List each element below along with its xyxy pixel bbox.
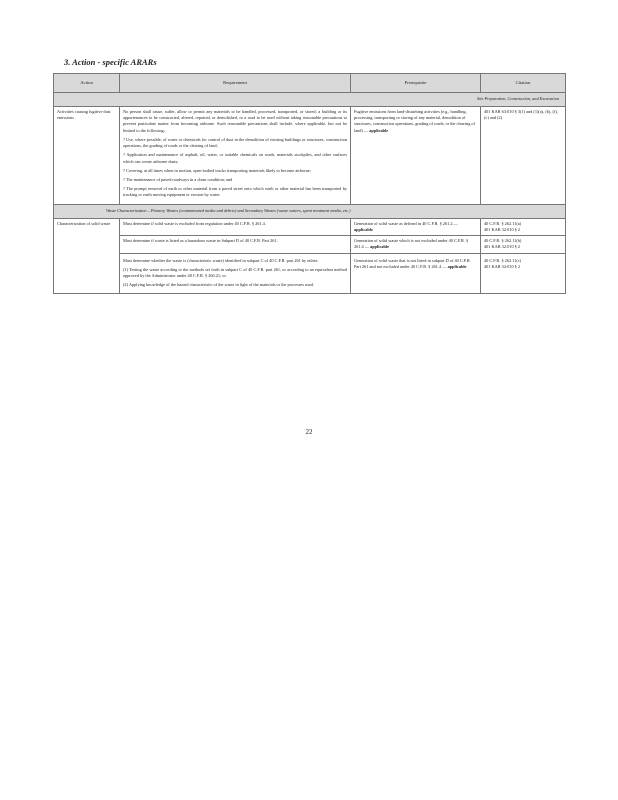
prerequisite-cell [351, 107, 481, 205]
citation-line: 40 C.F.R. § 262.11(c) [484, 257, 522, 263]
citation-line: 401 KAR 32:010 § 2 [484, 244, 521, 250]
table-row [54, 218, 566, 235]
table-header-row [54, 74, 566, 93]
requirement-paragraph: Must determine whether the waste is (characteristic waste) identified in subpart C of 40 C.F.R. part 261 by either: [123, 257, 319, 263]
arars-table [53, 73, 566, 294]
requirement-cell [120, 236, 351, 253]
table-row [54, 107, 566, 205]
section-title: Site Preparation, Construction, and Excavation [54, 93, 566, 107]
col-header-action: Action [54, 74, 120, 93]
prerequisite-cell [351, 253, 481, 294]
requirement-cell [120, 218, 351, 235]
section-title: Waste Characterization – Primary Wastes (contaminated media and debris) and Secondary Wastes (waste waters, spent treatment media, etc.) [54, 204, 566, 218]
prerequisite-text: Generation of solid waste as defined in 40 C.F.R. § 261.2 — [354, 220, 458, 226]
requirement-bullet: ? The prompt removal of earth or other material from a paved street onto which earth or other material has been transported by trucking or earth moving equipment or erosion by water. [123, 186, 347, 198]
requirement-bullet: ? Covering, at all times when in motion, open bodied trucks transporting materials likely to become airborne; [123, 167, 311, 173]
requirement-bullet: ? Application and maintenance of asphalt, oil, water, or suitable chemicals on roads, materials stockpiles, and other surfaces which can create airborne dusts; [123, 152, 347, 164]
applicable-tag: applicable [354, 226, 373, 232]
section-heading: 3. Action - specific ARARs [64, 57, 157, 67]
action-cell: Characterization of solid waste [54, 218, 120, 294]
requirement-paragraph: Must determine if waste is listed as a hazardous waste in Subpart D of 40 C.F.R. Part 261. [123, 238, 278, 244]
citation-line: 401 KAR 32:010 § 2 [484, 263, 521, 269]
requirement-subitem: (1) Testing the waste according to the methods set forth in subpart C of 40 C.F.R. part 261, or according to an equivalent method approved by the Administrator under 40 C.F.R. § 260.21; or [123, 266, 347, 278]
citation-line: 40 C.F.R. § 262.11(b) [484, 238, 522, 244]
requirement-paragraph: Must determine if solid waste is excluded from regulation under 40 C.F.R. § 261.4. [123, 220, 266, 226]
prerequisite-cell [351, 218, 481, 235]
section-row [54, 93, 566, 107]
col-header-requirement: Requirement [120, 74, 351, 93]
requirement-bullet: ? Use, where possible, of water or chemicals for control of dust in the demolition of existing buildings or structures, construction operations, the grading of roads or the clearing of land; [123, 136, 347, 149]
applicable-tag: applicable [447, 263, 467, 269]
col-header-citation: Citation [481, 74, 566, 93]
requirement-paragraph: No person shall cause, suffer, allow or permit any materials to be handled, processed, transported, or stored; a building or its appurtenances to be constructed, altered, repaired, or demolished, or a road to be used without taking reasonable precautions to prevent particulate matter from becoming airborne. Such reasonable precautions shall include, where applicable, but not be limited to the following: [123, 109, 347, 133]
prerequisite-text: Fugitive emissions from land-disturbing activities (e.g., handling, processing, transporting or storing of any material, demolition of structures, construction operations, grading of roads, or the clearing of land) — [354, 109, 475, 133]
requirement-bullet: ? The maintenance of paved roadways in a clean condition; and [123, 176, 233, 182]
prerequisite-text: Generation of solid waste which is not excluded under 40 C.F.R. § 261.4 — [354, 238, 469, 250]
page-number: 22 [305, 428, 313, 436]
citation-line: 401 KAR 32:010 § 2 [484, 226, 521, 232]
prerequisite-text: Generation of solid waste that is not listed in subpart D of 40 C.F.R. Part 261 and not excluded under 40 C.F.R. § 261.4 — [354, 257, 471, 269]
citation-line: 40 C.F.R. § 262.11(a) [484, 220, 522, 226]
table-row [54, 253, 566, 294]
applicable-tag: applicable [369, 127, 389, 133]
citation-cell [481, 253, 566, 294]
section-row [54, 204, 566, 218]
applicable-tag: applicable [370, 244, 389, 250]
requirement-subitem: (2) Applying knowledge of the hazard characteristic of the waste in light of the materials or the processes used. [123, 282, 315, 288]
requirement-cell [120, 107, 351, 205]
action-cell: Activities causing fugitive dust emissions [54, 107, 120, 205]
table-row [54, 236, 566, 253]
citation-cell [481, 218, 566, 235]
citation-cell: 401 KAR 63:010 § 3(1) and (1)(a), (b), (f), (c) and (2). [481, 107, 566, 205]
citation-cell [481, 236, 566, 253]
prerequisite-cell [351, 236, 481, 253]
requirement-cell [120, 253, 351, 294]
col-header-prerequisite: Prerequisite [351, 74, 481, 93]
